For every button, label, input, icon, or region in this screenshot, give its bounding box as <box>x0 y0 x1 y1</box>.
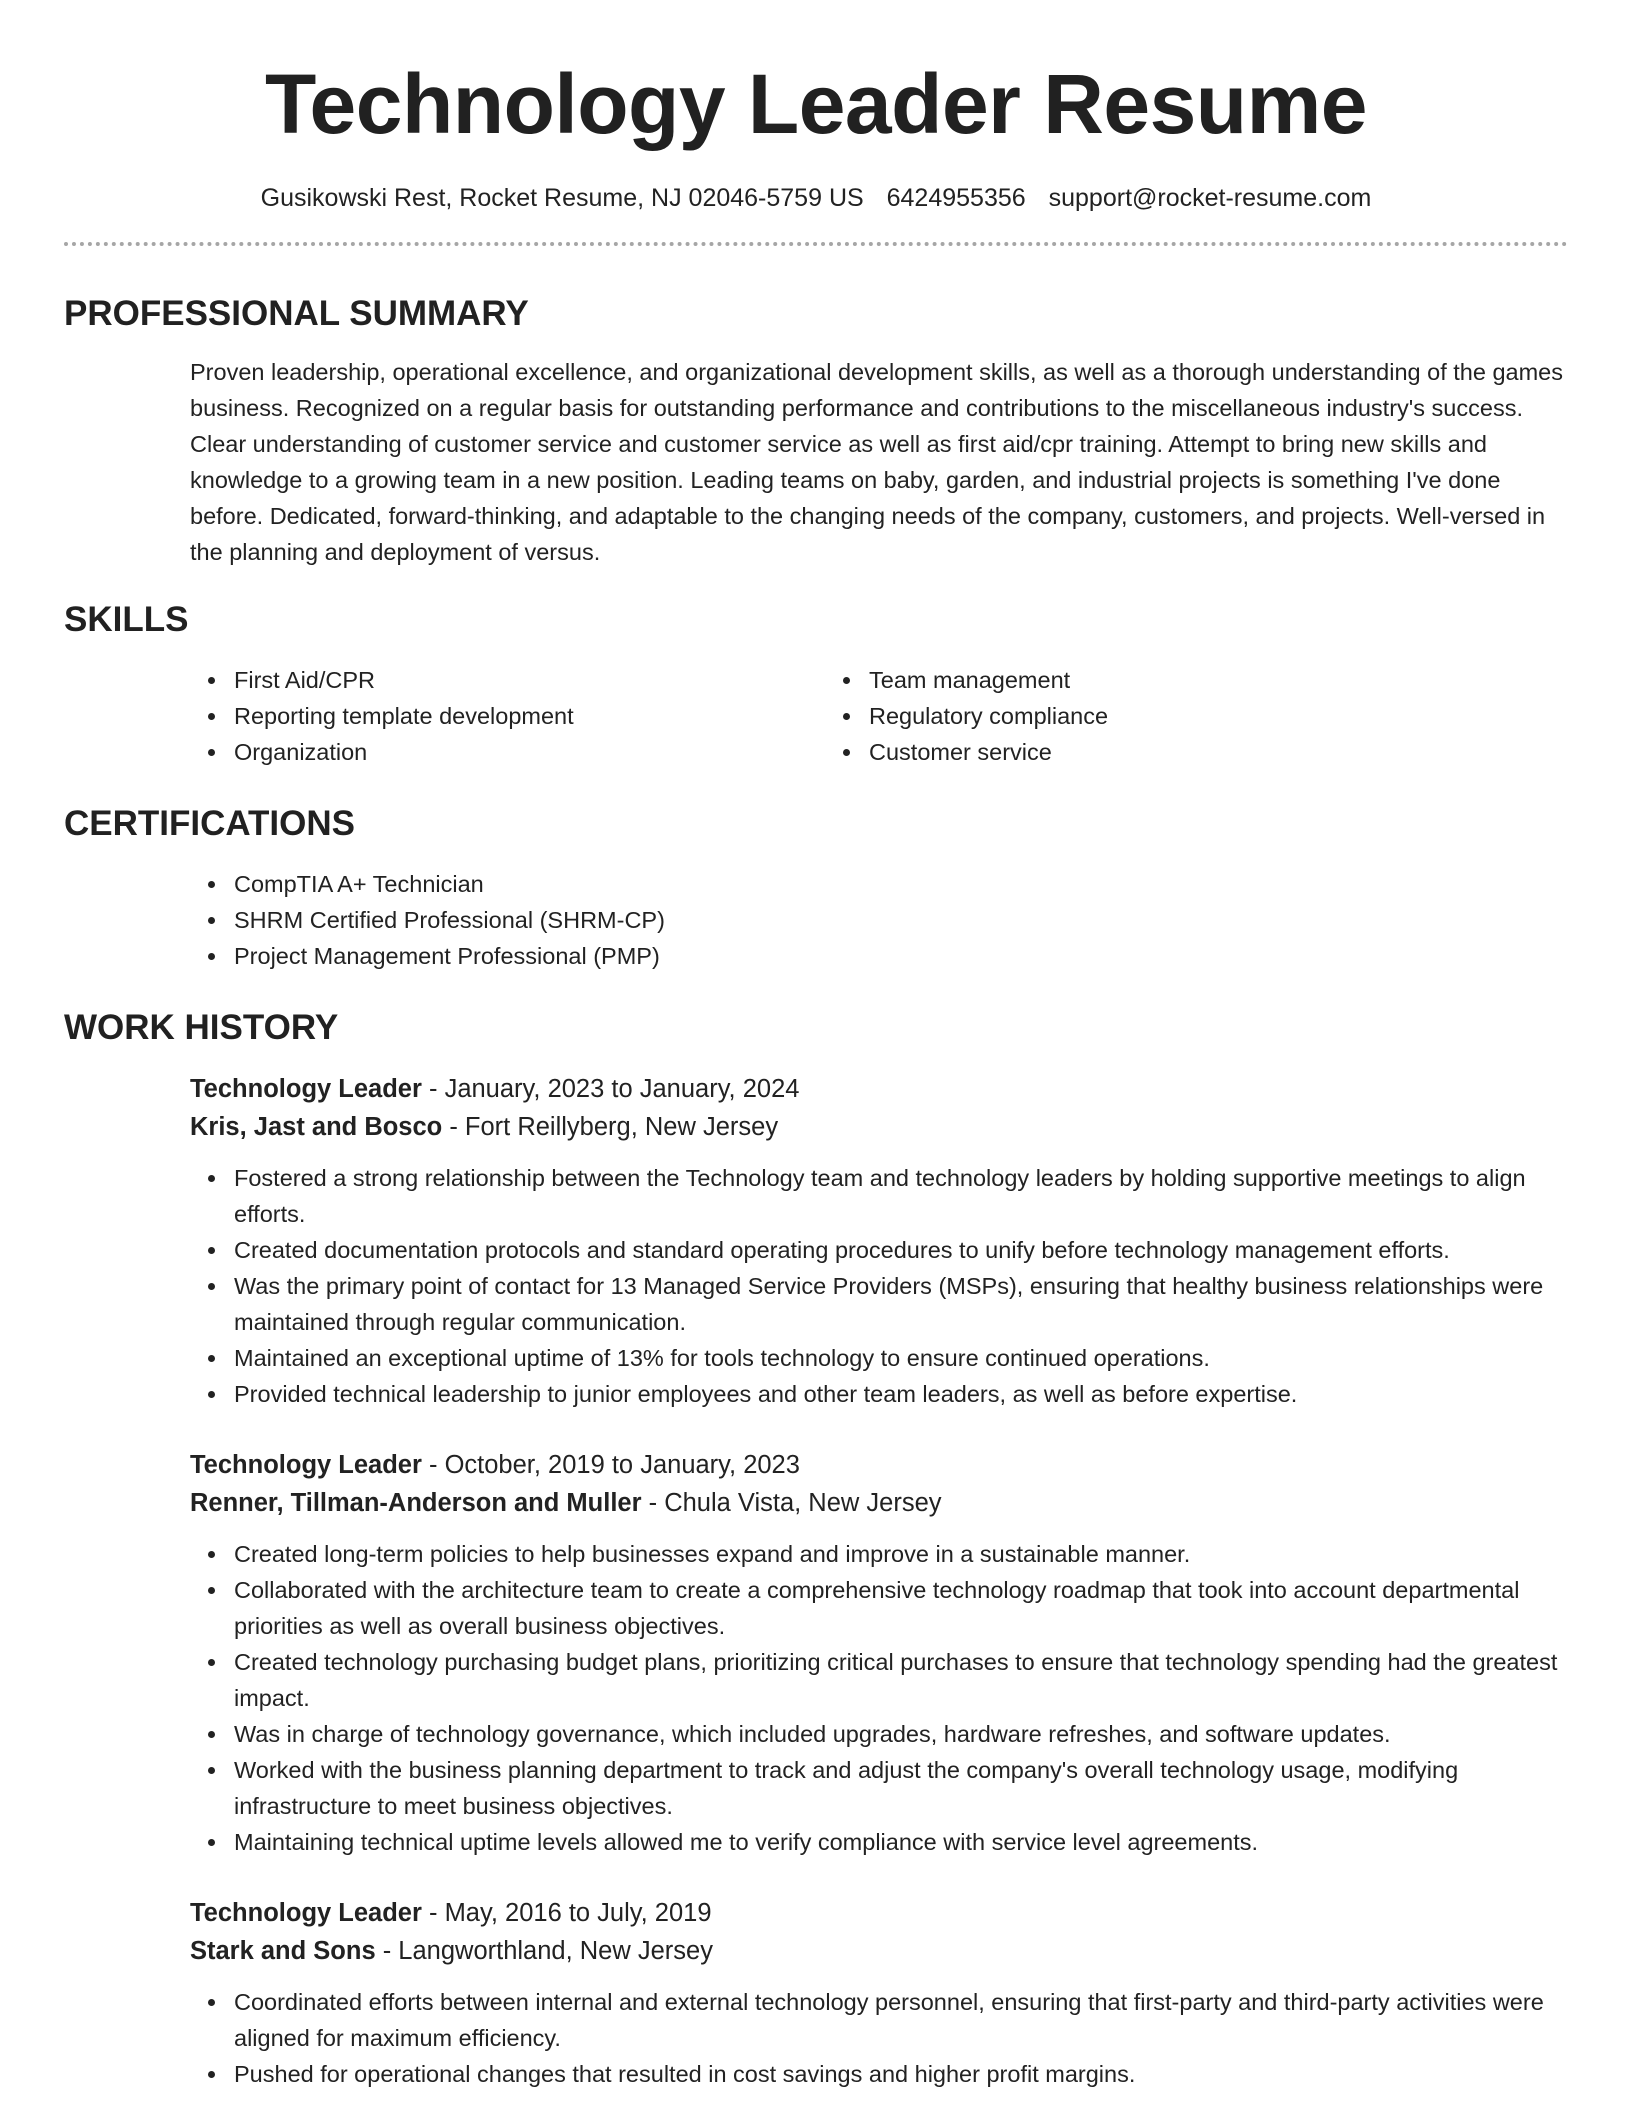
job-bullets <box>234 1984 1568 2092</box>
job-entry <box>190 1894 1568 2092</box>
job-bullet: Created documentation protocols and standard operating procedures to unify before technology management efforts. <box>234 1232 1568 1268</box>
job-company-line <box>190 1932 1568 1970</box>
job-bullet: Coordinated efforts between internal and external technology personnel, ensuring that first-party and third-party activities were aligned for maximum efficiency. <box>234 1984 1568 2056</box>
certifications-list <box>190 866 1568 974</box>
job-bullet: Maintaining technical uptime levels allowed me to verify compliance with service level agreements. <box>234 1824 1568 1860</box>
skill-item: Team management <box>869 662 1568 698</box>
job-title: Technology Leader <box>190 1899 422 1927</box>
job-dates: - May, 2016 to July, 2019 <box>421 1899 712 1927</box>
job-title-line <box>190 1894 1568 1932</box>
job-title-line <box>190 1446 1568 1484</box>
certification-item: SHRM Certified Professional (SHRM-CP) <box>234 902 1568 938</box>
contact-line <box>64 182 1568 214</box>
job-bullet: Was in charge of technology governance, which included upgrades, hardware refreshes, and software updates. <box>234 1716 1568 1752</box>
job-company-line <box>190 1108 1568 1146</box>
job-company: Stark and Sons <box>190 1937 376 1965</box>
job-bullet: Worked with the business planning department to track and adjust the company's overall technology usage, modifying infrastructure to meet business objectives. <box>234 1752 1568 1824</box>
job-title-line <box>190 1070 1568 1108</box>
job-location: - Fort Reillyberg, New Jersey <box>442 1113 779 1141</box>
skills-column-right <box>869 662 1568 770</box>
job-company: Kris, Jast and Bosco <box>190 1113 443 1141</box>
job-bullet: Fostered a strong relationship between the Technology team and technology leaders by holding supportive meetings to align efforts. <box>234 1160 1568 1232</box>
job-bullet: Maintained an exceptional uptime of 13% for tools technology to ensure continued operations. <box>234 1340 1568 1376</box>
job-bullet: Provided technical leadership to junior employees and other team leaders, as well as before expertise. <box>234 1376 1568 1412</box>
job-title: Technology Leader <box>190 1075 422 1103</box>
job-bullets <box>234 1536 1568 1860</box>
page-title: Technology Leader Resume <box>264 57 1368 151</box>
job-title: Technology Leader <box>190 1451 422 1479</box>
header-divider <box>64 242 1568 246</box>
resume-page <box>64 0 1568 2112</box>
skills-list <box>190 662 1568 770</box>
job-bullet: Created long-term policies to help businesses expand and improve in a sustainable manner. <box>234 1536 1568 1572</box>
skill-item: First Aid/CPR <box>234 662 869 698</box>
certifications-heading: CERTIFICATIONS <box>64 804 356 843</box>
job-location: - Chula Vista, New Jersey <box>641 1489 942 1517</box>
skill-item: Reporting template development <box>234 698 869 734</box>
skills-heading: SKILLS <box>64 600 189 639</box>
job-company-line <box>190 1484 1568 1522</box>
job-company: Renner, Tillman-Anderson and Muller <box>190 1489 642 1517</box>
contact-address: Gusikowski Rest, Rocket Resume, NJ 02046-5759 US <box>260 184 864 212</box>
job-bullet: Pushed for operational changes that resulted in cost savings and higher profit margins. <box>234 2056 1568 2092</box>
skills-column-left <box>234 662 869 770</box>
job-location: - Langworthland, New Jersey <box>375 1937 713 1965</box>
certification-item: CompTIA A+ Technician <box>234 866 1568 902</box>
skill-item: Customer service <box>869 734 1568 770</box>
job-entry <box>190 1446 1568 1860</box>
job-bullet: Was the primary point of contact for 13 Managed Service Providers (MSPs), ensuring that healthy business relationships were maintained through regular communication. <box>234 1268 1568 1340</box>
contact-phone: 6424955356 <box>886 184 1026 212</box>
certification-item: Project Management Professional (PMP) <box>234 938 1568 974</box>
job-bullet: Created technology purchasing budget plans, prioritizing critical purchases to ensure that technology spending had the greatest impact. <box>234 1644 1568 1716</box>
contact-email: support@rocket-resume.com <box>1048 184 1372 212</box>
skill-item: Organization <box>234 734 869 770</box>
job-bullet: Collaborated with the architecture team to create a comprehensive technology roadmap that took into account departmental priorities as well as overall business objectives. <box>234 1572 1568 1644</box>
summary-text: Proven leadership, operational excellence, and organizational development skills, as well as a thorough understanding of the games business. Recognized on a regular basis for outstanding performance and contributions to the miscellaneous industry's success. Clear understanding of customer service and customer service as well as first aid/cpr training. Attempt to bring new skills and knowledge to a growing team in a new position. Leading teams on baby, garden, and industrial projects is something I've done before. Dedicated, forward-thinking, and adaptable to the changing needs of the company, customers, and projects. Well-versed in the planning and deployment of versus. <box>190 359 1563 565</box>
skill-item: Regulatory compliance <box>869 698 1568 734</box>
job-entry <box>190 1070 1568 1412</box>
summary-heading: PROFESSIONAL SUMMARY <box>64 294 529 333</box>
work-history-heading: WORK HISTORY <box>64 1008 339 1047</box>
job-dates: - October, 2019 to January, 2023 <box>421 1451 800 1479</box>
work-history-list <box>190 1070 1568 2092</box>
job-dates: - January, 2023 to January, 2024 <box>421 1075 800 1103</box>
job-bullets <box>234 1160 1568 1412</box>
